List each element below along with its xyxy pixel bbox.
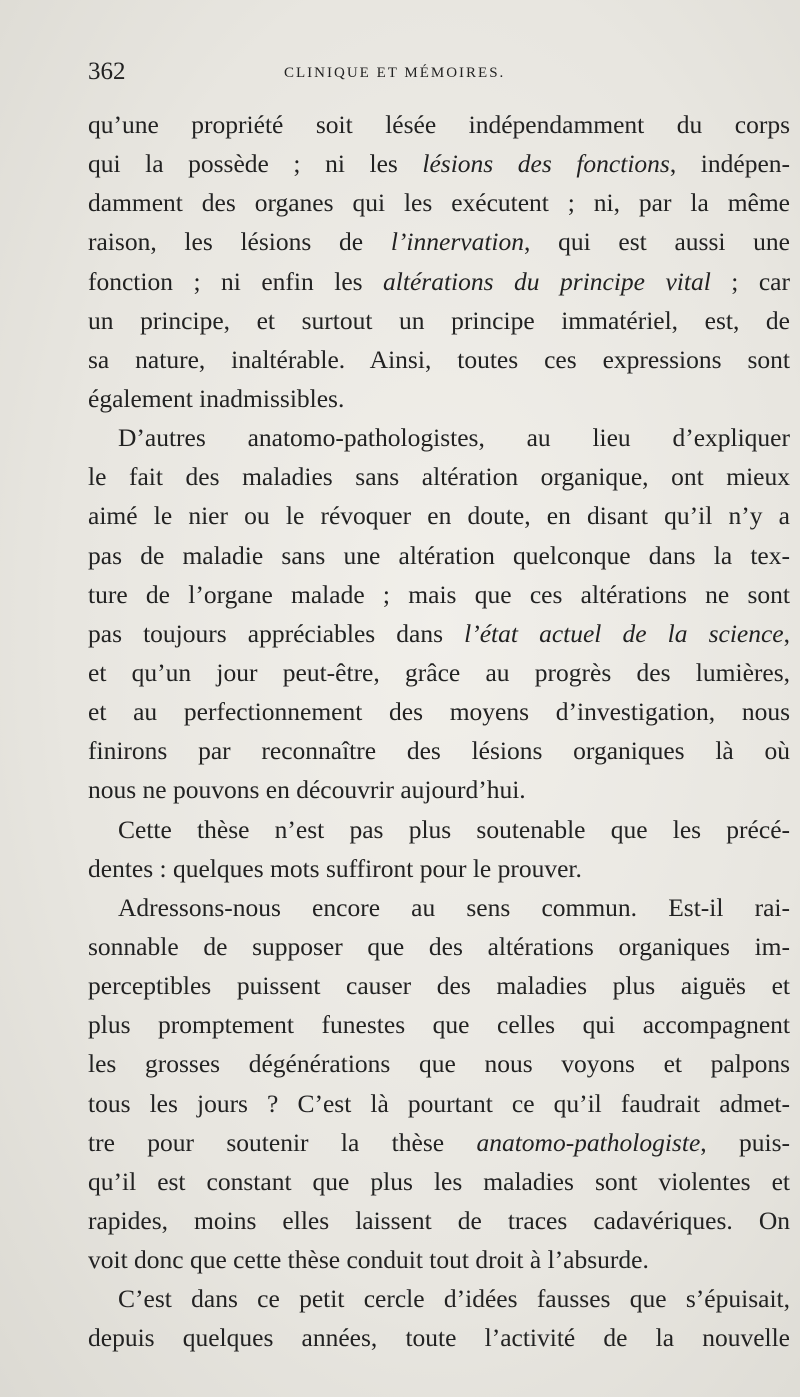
text-line xyxy=(88,692,790,731)
text-segment: fonction ; ni enfin les xyxy=(88,266,384,296)
text-line xyxy=(88,496,790,535)
text-segment: finirons par reconnaître des lésions organiques là où xyxy=(88,736,790,766)
text-line xyxy=(88,183,790,222)
italic-segment: anatomo-pathologiste xyxy=(476,1127,701,1157)
text-segment: nous ne pouvons en découvrir aujourd’hui. xyxy=(88,775,526,805)
text-segment: sonnable de supposer que des altérations organiques im- xyxy=(88,931,790,961)
text-line xyxy=(88,105,790,144)
text-line xyxy=(88,1279,790,1318)
text-segment: ture de l’organe malade ; mais que ces altérations ne sont xyxy=(88,579,790,609)
text-segment: aimé le nier ou le révoquer en doute, en disant qu’il n’y a xyxy=(88,501,790,531)
text-line xyxy=(88,222,790,261)
text-segment: plus promptement funestes que celles qui accompagnent xyxy=(88,1010,790,1040)
page-header xyxy=(88,58,788,92)
text-line xyxy=(88,1240,790,1279)
text-segment: depuis quelques années, toute l’activité de la nouvelle xyxy=(88,1323,790,1353)
text-segment: voit donc que cette thèse conduit tout droit à l’absurde. xyxy=(88,1245,649,1275)
text-line xyxy=(88,1318,790,1357)
text-segment: et qu’un jour peut-être, grâce au progrès des lumières, xyxy=(88,657,790,687)
italic-segment: l’innervation xyxy=(390,227,524,257)
text-segment: les grosses dégénérations que nous voyons et palpons xyxy=(88,1049,790,1079)
text-line xyxy=(88,888,790,927)
text-segment: pas de maladie sans une altération quelconque dans la tex- xyxy=(88,540,790,570)
text-segment: , xyxy=(783,618,790,648)
text-line xyxy=(88,301,790,340)
text-segment: , indépen- xyxy=(669,149,790,179)
text-line xyxy=(88,575,790,614)
text-segment: rapides, moins elles laissent de traces cadavériques. On xyxy=(88,1205,790,1235)
text-line xyxy=(88,731,790,770)
text-segment: damment des organes qui les exécutent ; ni, par la même xyxy=(88,188,790,218)
text-segment: , puis- xyxy=(700,1127,791,1157)
text-segment: tous les jours ? C’est là pourtant ce qu’il faudrait admet- xyxy=(88,1088,790,1118)
text-segment: un principe, et surtout un principe immatériel, est, de xyxy=(88,305,790,335)
text-segment: D’autres anatomo-pathologistes, au lieu d’expliquer xyxy=(118,423,790,453)
text-line xyxy=(88,262,790,301)
text-segment: et au perfectionnement des moyens d’investigation, nous xyxy=(88,697,790,727)
text-line xyxy=(88,653,790,692)
text-line xyxy=(88,770,790,809)
text-line xyxy=(88,849,790,888)
text-line xyxy=(88,1201,790,1240)
text-segment: tre pour soutenir la thèse xyxy=(88,1127,477,1157)
text-line xyxy=(88,340,790,379)
italic-segment: altérations du principe vital xyxy=(383,266,711,296)
text-line xyxy=(88,966,790,1005)
text-line xyxy=(88,1084,790,1123)
text-segment: qu’il est constant que plus les maladies sont violentes et xyxy=(88,1166,790,1196)
text-line xyxy=(88,1005,790,1044)
text-line xyxy=(88,379,790,418)
text-segment: pas toujours appréciables dans xyxy=(88,618,465,648)
text-line xyxy=(88,1162,790,1201)
text-segment: qui la possède ; ni les xyxy=(88,149,423,179)
text-line xyxy=(88,1044,790,1083)
text-line xyxy=(88,144,790,183)
text-segment: perceptibles puissent causer des maladies plus aiguës et xyxy=(88,971,790,1001)
text-segment: Cette thèse n’est pas plus soutenable que les précé- xyxy=(118,814,790,844)
page-number: 362 xyxy=(88,58,126,85)
text-segment: , qui est aussi une xyxy=(523,227,790,257)
text-segment: ; car xyxy=(710,266,790,296)
text-segment: également inadmissibles. xyxy=(88,383,345,413)
italic-segment: lésions des fonctions xyxy=(422,149,670,179)
text-line xyxy=(88,1123,790,1162)
text-line xyxy=(88,536,790,575)
text-segment: C’est dans ce petit cercle d’idées fausses que s’épuisait, xyxy=(118,1284,790,1314)
body-text xyxy=(88,105,790,1358)
running-head: CLINIQUE ET MÉMOIRES. xyxy=(284,65,506,81)
text-line xyxy=(88,418,790,457)
text-line xyxy=(88,810,790,849)
text-segment: le fait des maladies sans altération organique, ont mieux xyxy=(88,462,790,492)
text-segment: sa nature, inaltérable. Ainsi, toutes ces expressions sont xyxy=(88,344,790,374)
text-segment: dentes : quelques mots suffiront pour le prouver. xyxy=(88,853,582,883)
text-line xyxy=(88,457,790,496)
text-line xyxy=(88,614,790,653)
italic-segment: l’état actuel de la science xyxy=(464,618,784,648)
text-segment: Adressons-nous encore au sens commun. Est-il rai- xyxy=(118,892,790,922)
text-segment: raison, les lésions de xyxy=(88,227,391,257)
text-line xyxy=(88,927,790,966)
text-segment: qu’une propriété soit lésée indépendamment du corps xyxy=(88,110,790,139)
